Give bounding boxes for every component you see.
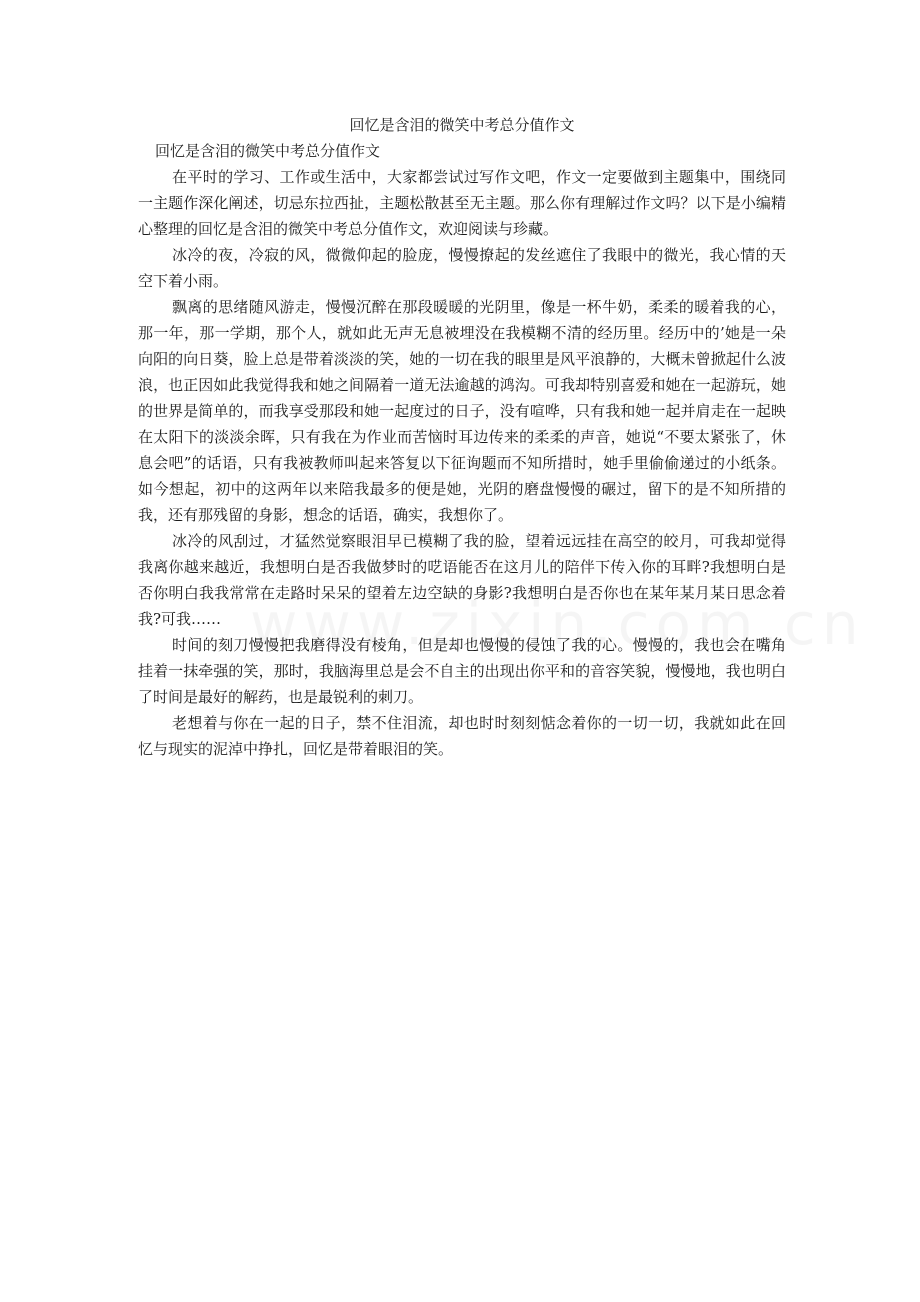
paragraph-intro: 在平时的学习、工作或生活中，大家都尝试过写作文吧，作文一定要做到主题集中，围绕同一主题作深化阐述，切忌东拉西扯，主题松散甚至无主题。那么你有理解过作文吗？以下是小编精心整理的回忆是含泪的微笑中考总分值作文，欢迎阅读与珍藏。 (138, 168, 786, 238)
paragraph-time: 时间的刻刀慢慢把我磨得没有棱角，但是却也慢慢的侵蚀了我的心。慢慢的，我也会在嘴角挂着一抹牵强的笑，那时，我脑海里总是会不自主的出现出你平和的音容笑貌，慢慢地，我也明白了时间是最好的解药，也是最锐利的刺刀。 (138, 636, 786, 706)
paragraph-cold-night: 冰冷的夜，冷寂的风，微微仰起的脸庞，慢慢撩起的发丝遮住了我眼中的微光，我心情的天空下着小雨。 (138, 246, 786, 290)
paragraph-cold-wind: 冰冷的风刮过，才猛然觉察眼泪早已模糊了我的脸，望着远远挂在高空的皎月，可我却觉得我离你越来越近，我想明白是否我做梦时的呓语能否在这月儿的陪伴下传入你的耳畔?我想明白是否你明白我我常常在走路时呆呆的望着左边空缺的身影?我想明白是否你也在某年某月某日思念着我?可我…… (138, 532, 786, 628)
paragraph-closing: 老想着与你在一起的日子，禁不住泪流，却也时时刻刻惦念着你的一切一切，我就如此在回忆与现实的泥淖中挣扎，回忆是带着眼泪的笑。 (138, 714, 786, 758)
paragraph-memories: 飘离的思绪随风游走，慢慢沉醉在那段暖暖的光阴里，像是一杯牛奶，柔柔的暖着我的心，那一年，那一学期，那个人，就如此无声无息被埋没在我模糊不清的经历里。经历中的’她是一朵向阳的向日葵，脸上总是带着淡淡的笑，她的一切在我的眼里是风平浪静的，大概未曾掀起什么波浪，也正因如此我觉得我和她之间隔着一道无法逾越的鸿沟。可我却特别喜爱和她在一起游玩，她的世界是简单的，而我享受那段和她一起度过的日子，没有喧哗，只有我和她一起并肩走在一起映在太阳下的淡淡余晖，只有我在为作业而苦恼时耳边传来的柔柔的声音，她说“不要太紧张了，休息会吧”的话语，只有我被教师叫起来答复以下征询题而不知所措时，她手里偷偷递过的小纸条。如今想起，初中的这两年以来陪我最多的便是她，光阴的磨盘慢慢的碾过，留下的是不知所措的我，还有那残留的身影，想念的话语，确实，我想你了。 (138, 298, 786, 524)
document-body (138, 112, 786, 762)
document-subtitle: 回忆是含泪的微笑中考总分值作文 (155, 142, 381, 160)
document-title: 回忆是含泪的微笑中考总分值作文 (349, 116, 575, 134)
